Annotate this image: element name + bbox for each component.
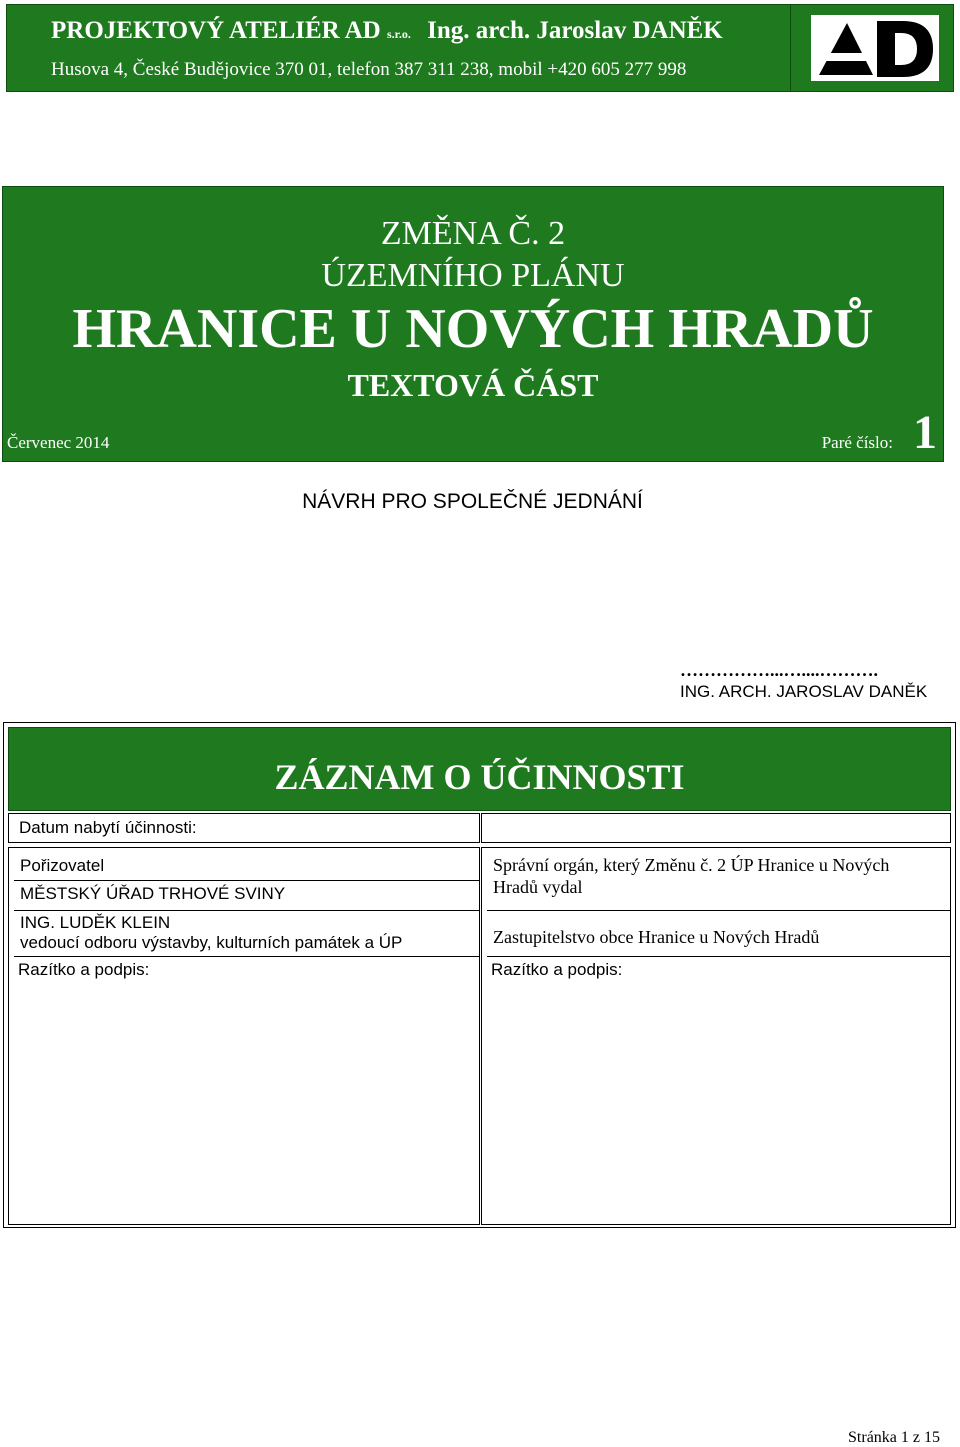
municipality-title: HRANICE U NOVÝCH HRADŮ: [72, 298, 874, 360]
document-stage: NÁVRH PRO SPOLEČNÉ JEDNÁNÍ: [302, 490, 643, 513]
issuer-stamp-label: Razítko a podpis:: [491, 960, 623, 979]
issuer-authority-line2: Hradů vydal: [493, 877, 583, 897]
company-address: Husova 4, České Budějovice 370 01, telefon 387 311 238, mobil +420 605 277 998: [51, 59, 687, 80]
page-number: Stránka 1 z 15: [848, 1429, 940, 1446]
header-text-panel: [7, 5, 791, 91]
copy-number: 1: [913, 406, 937, 459]
record-title: ZÁZNAM O ÚČINNOSTI: [274, 757, 685, 797]
company-line: [51, 17, 723, 45]
effectiveness-record: [3, 722, 956, 1228]
company-name: PROJEKTOVÝ ATELIÉR AD: [51, 17, 381, 44]
issuer-council: Zastupitelstvo obce Hranice u Nových Hradů: [493, 927, 820, 947]
procurer-person: ING. LUDĚK KLEIN: [20, 913, 171, 932]
change-number: ZMĚNA Č. 2: [380, 215, 566, 252]
document-part: TEXTOVÁ ČÁST: [347, 367, 599, 403]
effective-date-label-cell: [8, 813, 480, 843]
company-suffix: s.r.o.: [386, 27, 411, 41]
document-date: Červenec 2014: [7, 433, 110, 452]
ad-logo-icon: [811, 15, 939, 81]
issuer-council-cell: [487, 911, 951, 957]
signature-name: ING. ARCH. JAROSLAV DANĚK: [680, 682, 928, 701]
copy-number-label: Paré číslo:: [821, 433, 893, 452]
page-header: [6, 4, 954, 92]
record-header: [8, 727, 951, 811]
procurer-column: [8, 847, 480, 1225]
procurer-stamp-label: Razítko a podpis:: [18, 960, 150, 979]
effective-date-label: Datum nabytí účinnosti:: [19, 818, 197, 837]
procurer-office: MĚSTSKÝ ÚŘAD TRHOVÉ SVINY: [20, 884, 286, 903]
issuer-authority-line1: Správní orgán, který Změnu č. 2 ÚP Hranice u Nových: [493, 855, 890, 875]
procurer-position: vedoucí odboru výstavby, kulturních památek a ÚP: [20, 933, 403, 952]
procurer-role: Pořizovatel: [20, 856, 105, 875]
plan-type: ÚZEMNÍHO PLÁNU: [321, 257, 625, 294]
issuer-authority-cell: [487, 853, 951, 911]
title-block: [2, 186, 944, 462]
effective-date-value-cell: [481, 813, 951, 843]
signature-line: ……………...…....……….: [680, 660, 878, 680]
logo-panel: [791, 5, 953, 91]
architect-name: Ing. arch. Jaroslav DANĚK: [427, 17, 723, 44]
ad-logo: [811, 15, 939, 81]
